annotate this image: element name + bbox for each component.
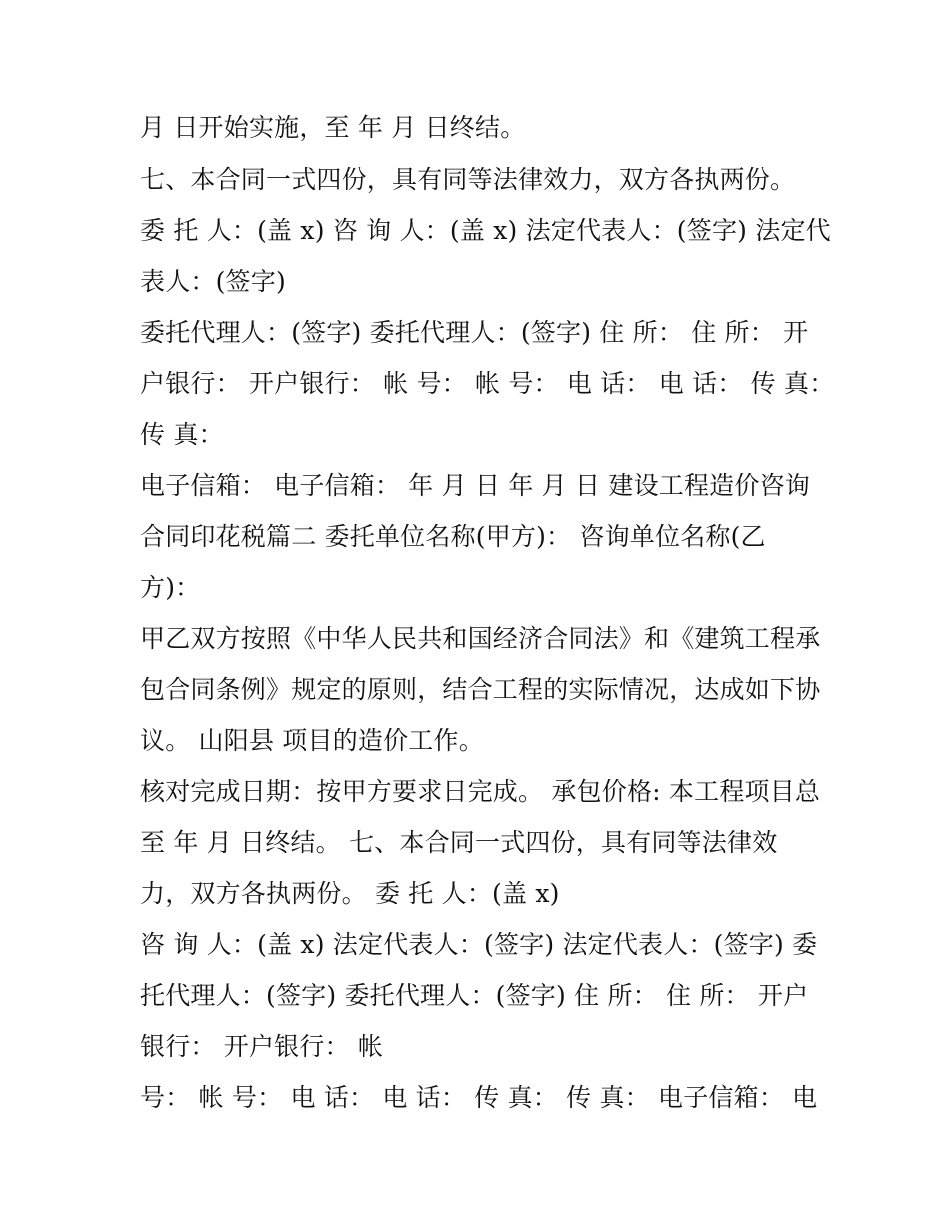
text-line: 银行： 开户银行： 帐 <box>140 1032 384 1061</box>
text-line: 电子信箱： 电子信箱： 年 月 日 年 月 日 建设工程造价咨询 <box>140 471 810 500</box>
text-line: 号： 帐 号： 电 话： 电 话： 传 真： 传 真： 电子信箱： 电 <box>140 1083 818 1112</box>
text-line: 月 日开始实施，至 年 月 日终结。 <box>140 113 526 142</box>
text-line: 合同印花税篇二 委托单位名称(甲方)： 咨询单位名称(乙 <box>140 522 766 551</box>
text-line: 包合同条例》规定的原则，结合工程的实际情况，达成如下协 <box>140 675 821 704</box>
text-line: 表人：(签字) <box>140 267 286 296</box>
text-line: 七、本合同一式四份，具有同等法律效力，双方各执两份。 <box>140 165 796 194</box>
text-line: 托代理人：(签字) 委托代理人：(签字) 住 所： 住 所： 开户 <box>140 981 809 1010</box>
text-line: 方)： <box>140 573 201 602</box>
text-line: 委 托 人：(盖 x) 咨 询 人：(盖 x) 法定代表人：(签字) 法定代 <box>140 216 831 245</box>
text-line: 户银行： 开户银行： 帐 号： 帐 号： 电 话： 电 话： 传 真： <box>140 369 835 398</box>
text-line: 力，双方各执两份。 委 托 人：(盖 x) <box>140 879 560 908</box>
text-line: 议。 山阳县 项目的造价工作。 <box>140 726 484 755</box>
text-line: 传 真： <box>140 420 224 449</box>
text-line: 核对完成日期：按甲方要求日完成。 承包价格: 本工程项目总 <box>140 777 821 806</box>
text-line: 甲乙双方按照《中华人民共和国经济合同法》和《建筑工程承 <box>140 624 821 653</box>
text-line: 咨 询 人：(盖 x) 法定代表人：(签字) 法定代表人：(签字) 委 <box>140 930 818 959</box>
text-line: 至 年 月 日终结。 七、本合同一式四份，具有同等法律效 <box>140 828 778 857</box>
text-line: 委托代理人：(签字) 委托代理人：(签字) 住 所： 住 所： 开 <box>140 318 809 347</box>
